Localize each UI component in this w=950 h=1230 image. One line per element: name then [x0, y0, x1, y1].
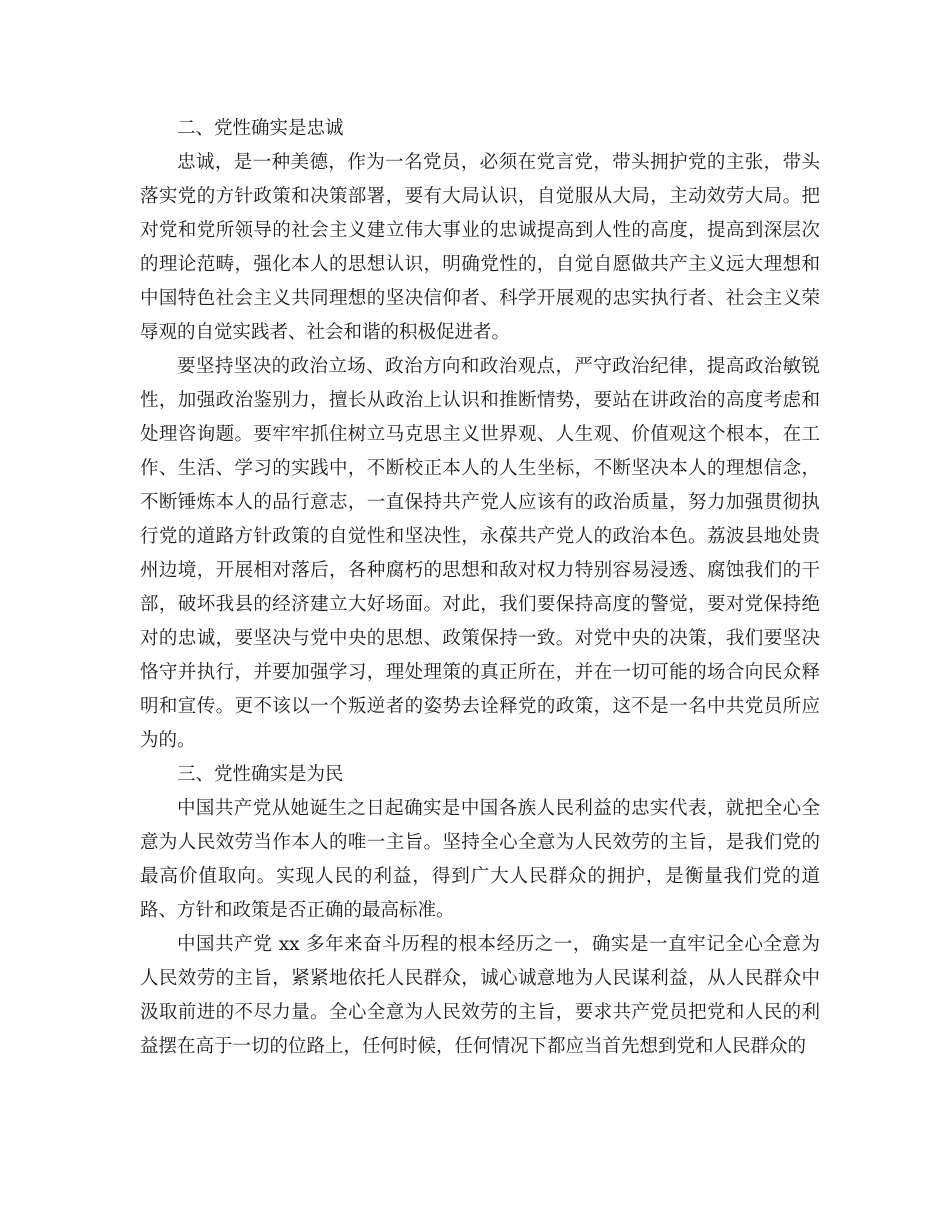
paragraph-serve-people: 中国共产党从她诞生之日起确实是中国各族人民利益的忠实代表，就把全心全意为人民效劳当作本人的唯一主旨。坚持全心全意为人民效劳的主旨，是我们党的最高价值取向。实现人民的利益，得到广大人民群众的拥护，是衡量我们党的道路、方针和政策是否正确的最高标准。 [140, 798, 820, 921]
document-body [140, 112, 820, 1064]
paragraph-party-history: 中国共产党 xx 多年来奋斗历程的根本经历之一，确实是一直牢记全心全意为人民效劳的主旨，紧紧地依托人民群众，诚心诚意地为人民谋利益，从人民群众中汲取前进的不尽力量。全心全意为人民效劳的主旨，要求共产党员把党和人民的利益摆在高于一切的位路上，任何时候，任何情况下都应当首先想到党和人民群众的 [140, 934, 820, 1057]
section-heading-3: 三、党性确实是为民 [177, 764, 344, 785]
section-heading-2: 二、党性确实是忠诚 [177, 118, 344, 139]
paragraph-loyalty-virtue: 忠诚，是一种美德，作为一名党员，必须在党言党，带头拥护党的主张，带头落实党的方针政策和决策部署，要有大局认识，自觉服从大局，主动效劳大局。把对党和党所领导的社会主义建立伟大事业的忠诚提高到人性的高度，提高到深层次的理论范畴，强化本人的思想认识，明确党性的，自觉自愿做共产主义远大理想和中国特色社会主义共同理想的坚决信仰者、科学开展观的忠实执行者、社会主义荣辱观的自觉实践者、社会和谐的积极促进者。 [140, 152, 820, 343]
paragraph-political-stance: 要坚持坚决的政治立场、政治方向和政治观点，严守政治纪律，提高政治敏锐性，加强政治鉴别力，擅长从政治上认识和推断情势，要站在讲政治的高度考虑和处理咨询题。要牢牢抓住树立马克思主义世界观、人生观、价值观这个根本，在工作、生活、学习的实践中，不断校正本人的人生坐标，不断坚决本人的理想信念，不断锤炼本人的品行意志，一直保持共产党人应该有的政治质量，努力加强贯彻执行党的道路方针政策的自觉性和坚决性，永葆共产党人的政治本色。荔波县地处贵州边境，开展相对落后，各种腐朽的思想和敌对权力特别容易浸透、腐蚀我们的干部，破坏我县的经济建立大好场面。对此，我们要保持高度的警觉，要对党保持绝对的忠诚，要坚决与党中央的思想、政策保持一致。对党中央的决策，我们要坚决恪守并执行，并要加强学习，理处理策的真正所在，并在一切可能的场合向民众释明和宣传。更不该以一个叛逆者的姿势去诠释党的政策，这不是一名中共党员所应为的。 [140, 356, 820, 751]
